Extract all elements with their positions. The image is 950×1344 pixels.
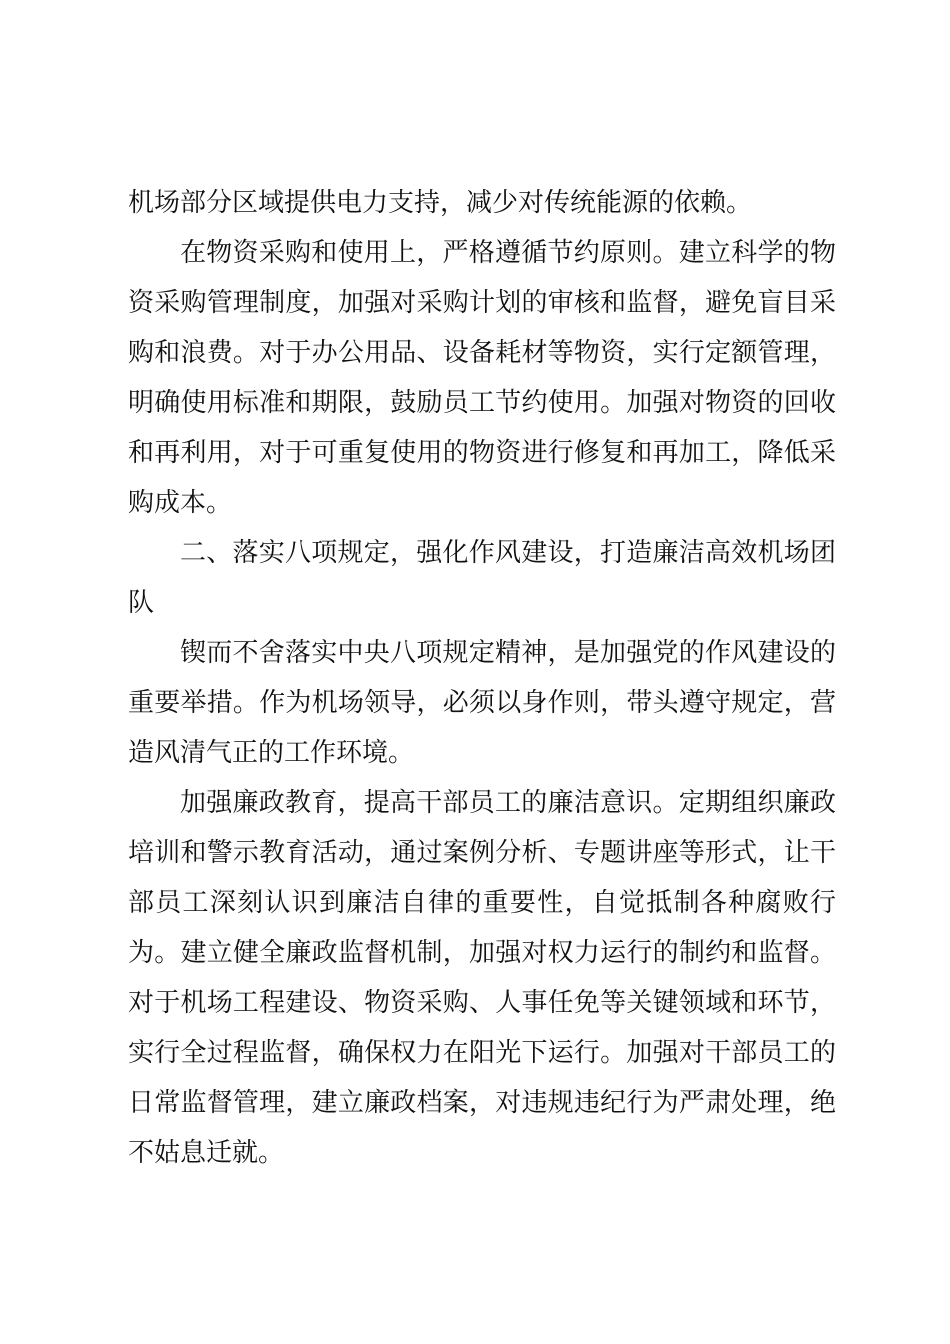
paragraph-eight-rules: 锲而不舍落实中央八项规定精神，是加强党的作风建设的重要举措。作为机场领导，必须以身作则，带头遵守规定，营造风清气正的工作环境。 — [128, 638, 836, 768]
paragraph-continuation: 机场部分区域提供电力支持，减少对传统能源的依赖。 — [128, 188, 753, 218]
paragraph-procurement: 在物资采购和使用上，严格遵循节约原则。建立科学的物资采购管理制度，加强对采购计划的审核和监督，避免盲目采购和浪费。对于办公用品、设备耗材等物资，实行定额管理，明确使用标准和期限，鼓励员工节约使用。加强对物资的回收和再利用，对于可重复使用的物资进行修复和再加工，降低采购成本。 — [128, 238, 836, 518]
document-body — [128, 178, 836, 1178]
section-heading: 二、落实八项规定，强化作风建设，打造廉洁高效机场团队 — [128, 538, 836, 618]
paragraph-integrity-education: 加强廉政教育，提高干部员工的廉洁意识。定期组织廉政培训和警示教育活动，通过案例分析、专题讲座等形式，让干部员工深刻认识到廉洁自律的重要性，自觉抵制各种腐败行为。建立健全廉政监督机制，加强对权力运行的制约和监督。对于机场工程建设、物资采购、人事任免等关键领域和环节，实行全过程监督，确保权力在阳光下运行。加强对干部员工的日常监督管理，建立廉政档案，对违规违纪行为严肃处理，绝不姑息迁就。 — [128, 788, 836, 1168]
